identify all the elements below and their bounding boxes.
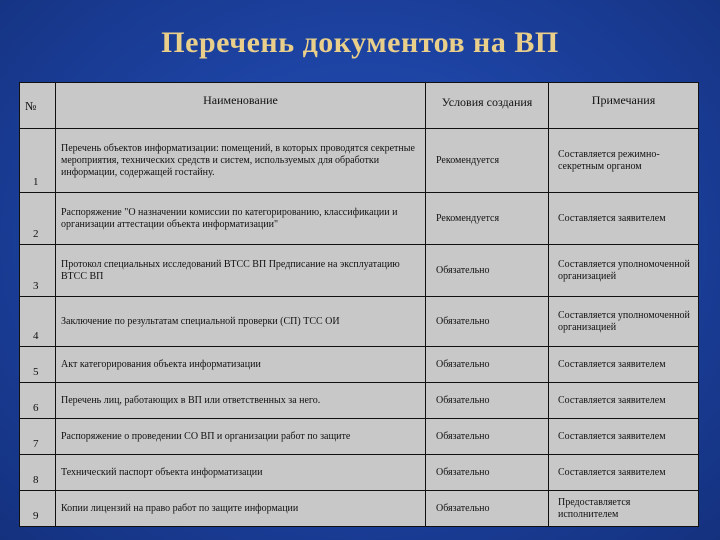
- table-row: [20, 245, 699, 297]
- cell-note: Составляется заявителем: [549, 419, 699, 455]
- cell-condition: Обязательно: [426, 455, 549, 491]
- cell-num: 3: [20, 245, 56, 297]
- table-row: [20, 193, 699, 245]
- table-row: [20, 383, 699, 419]
- cell-name: Перечень объектов информатизации: помещений, в которых проводятся секретные мероприятия, технических средств и систем, используемых для обработки информации, содержащей гостайну.: [56, 129, 426, 193]
- cell-condition: Обязательно: [426, 491, 549, 527]
- cell-num: 4: [20, 297, 56, 347]
- cell-note: Составляется уполномоченной организацией: [549, 297, 699, 347]
- cell-num: 8: [20, 455, 56, 491]
- table-row: [20, 419, 699, 455]
- header-name: Наименование: [56, 83, 426, 129]
- table-row: [20, 129, 699, 193]
- table-header-row: [20, 83, 699, 129]
- cell-note: Составляется уполномоченной организацией: [549, 245, 699, 297]
- cell-note: Составляется заявителем: [549, 193, 699, 245]
- cell-note: Предоставляется исполнителем: [549, 491, 699, 527]
- cell-num: 5: [20, 347, 56, 383]
- table-row: [20, 455, 699, 491]
- cell-condition: Обязательно: [426, 245, 549, 297]
- header-conditions: Условия создания: [426, 83, 549, 129]
- table-row: [20, 491, 699, 527]
- cell-condition: Обязательно: [426, 383, 549, 419]
- cell-condition: Обязательно: [426, 297, 549, 347]
- cell-name: Распоряжение "О назначении комиссии по категорированию, классификации и организации аттестации объекта информатизации": [56, 193, 426, 245]
- cell-note: Составляется заявителем: [549, 347, 699, 383]
- header-num: №: [20, 83, 56, 129]
- cell-num: 6: [20, 383, 56, 419]
- cell-name: Акт категорирования объекта информатизации: [56, 347, 426, 383]
- cell-name: Протокол специальных исследований ВТСС ВП Предписание на эксплуатацию ВТСС ВП: [56, 245, 426, 297]
- cell-num: 2: [20, 193, 56, 245]
- table-row: [20, 347, 699, 383]
- cell-note: Составляется заявителем: [549, 383, 699, 419]
- documents-table: [19, 82, 699, 527]
- cell-name: Заключение по результатам специальной проверки (СП) ТСС ОИ: [56, 297, 426, 347]
- slide-title: Перечень документов на ВП: [161, 26, 559, 59]
- cell-name: Перечень лиц, работающих в ВП или ответственных за него.: [56, 383, 426, 419]
- cell-name: Технический паспорт объекта информатизации: [56, 455, 426, 491]
- cell-num: 1: [20, 129, 56, 193]
- cell-name: Распоряжение о проведении СО ВП и организации работ по защите: [56, 419, 426, 455]
- cell-condition: Обязательно: [426, 419, 549, 455]
- header-notes: Примечания: [549, 83, 699, 129]
- table-row: [20, 297, 699, 347]
- cell-note: Составляется заявителем: [549, 455, 699, 491]
- cell-name: Копии лицензий на право работ по защите информации: [56, 491, 426, 527]
- cell-num: 9: [20, 491, 56, 527]
- cell-note: Составляется режимно- секретным органом: [549, 129, 699, 193]
- cell-condition: Рекомендуется: [426, 193, 549, 245]
- cell-condition: Рекомендуется: [426, 129, 549, 193]
- cell-condition: Обязательно: [426, 347, 549, 383]
- cell-num: 7: [20, 419, 56, 455]
